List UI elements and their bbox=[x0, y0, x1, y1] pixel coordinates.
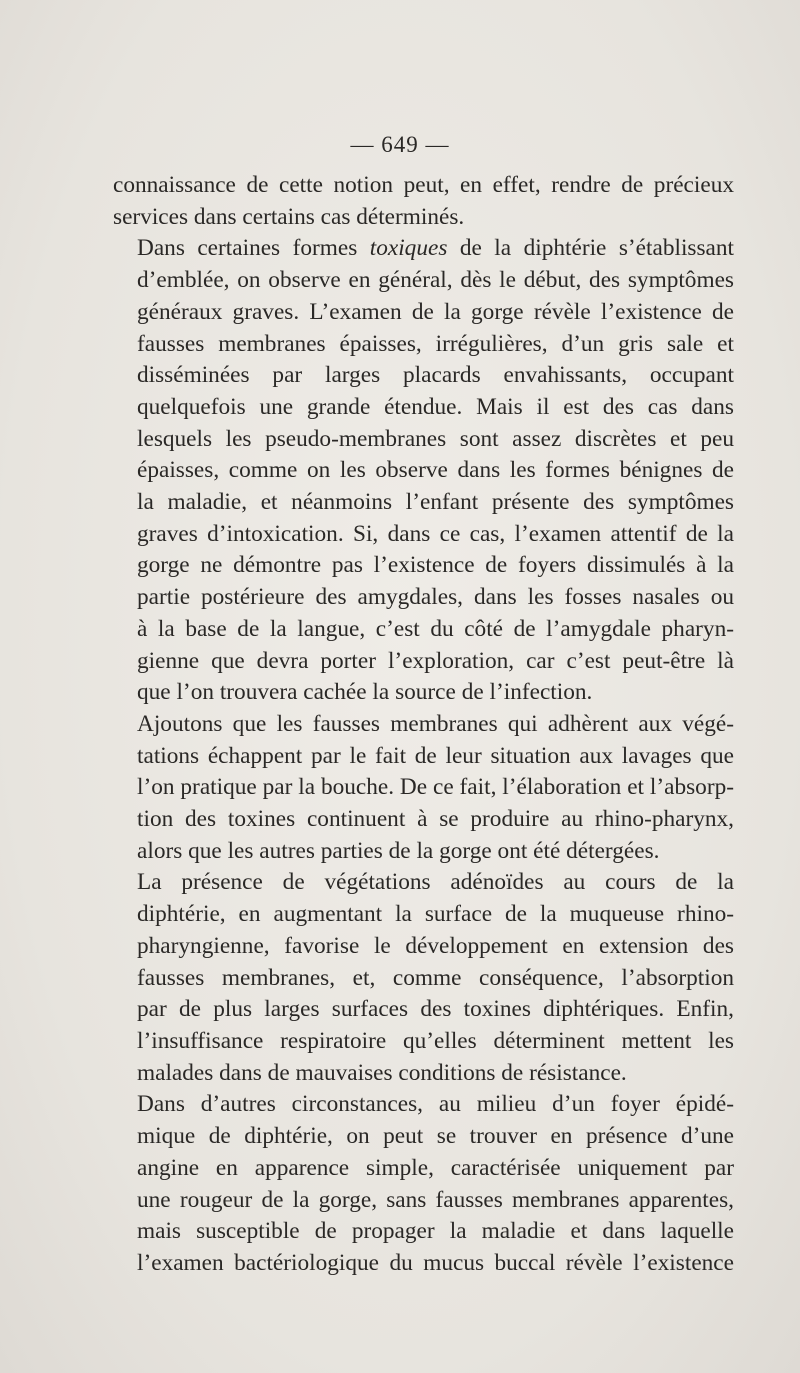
text-line: diphtérie, en augmentant la surface de la muqueuse rhino- bbox=[137, 901, 734, 928]
paragraph bbox=[113, 867, 734, 1089]
text-line: partie postérieure des amygdales, dans les fosses nasales ou bbox=[137, 584, 734, 611]
body-text bbox=[113, 170, 734, 1280]
text-line: Dans d’autres circonstances, au milieu d’un foyer épidé- bbox=[137, 1091, 734, 1118]
text-line: malades dans de mauvaises conditions de résistance. bbox=[137, 1059, 627, 1086]
text-line: mais susceptible de propager la maladie et dans laquelle bbox=[137, 1218, 734, 1245]
text-line: services dans certains cas déterminés. bbox=[113, 203, 465, 230]
text-line: tion des toxines continuent à se produire au rhino-pharynx, bbox=[137, 806, 734, 833]
paragraph bbox=[113, 1089, 734, 1279]
paragraph bbox=[113, 233, 734, 709]
text-line: Dans certaines formes toxiques de la diphtérie s’établissant bbox=[137, 235, 735, 262]
text-line: épaisses, comme on les observe dans les formes bénignes de bbox=[137, 457, 734, 484]
text-line: quelquefois une grande étendue. Mais il est des cas dans bbox=[137, 393, 734, 420]
paragraph bbox=[113, 170, 734, 233]
text-line: mique de diphtérie, on peut se trouver en présence d’une bbox=[137, 1123, 734, 1150]
text-line: alors que les autres parties de la gorge ont été détergées. bbox=[137, 837, 660, 864]
text-line: généraux graves. L’examen de la gorge révèle l’existence de bbox=[137, 298, 734, 325]
text-line: par de plus larges surfaces des toxines diphtériques. Enfin, bbox=[137, 996, 734, 1023]
text-line: graves d’intoxication. Si, dans ce cas, l’examen attentif de la bbox=[137, 520, 734, 547]
text-line: l’on pratique par la bouche. De ce fait, l’élaboration et l’absorp- bbox=[137, 774, 734, 801]
text-line: l’insuffisance respiratoire qu’elles déterminent mettent les bbox=[137, 1027, 734, 1054]
text-line: pharyngienne, favorise le développement en extension des bbox=[137, 932, 734, 959]
text-line: disséminées par larges placards envahissants, occupant bbox=[137, 362, 734, 389]
page-number: — 649 — bbox=[350, 132, 450, 157]
text-line: d’emblée, on observe en général, dès le début, des symptômes bbox=[137, 267, 734, 294]
text-line: une rougeur de la gorge, sans fausses membranes apparentes, bbox=[137, 1186, 734, 1213]
text-line: Ajoutons que les fausses membranes qui adhèrent aux végé- bbox=[137, 710, 734, 737]
text-line: que l’on trouvera cachée la source de l’infection. bbox=[137, 679, 593, 706]
text-line: tations échappent par le fait de leur situation aux lavages que bbox=[137, 742, 734, 769]
text-line: connaissance de cette notion peut, en effet, rendre de précieux bbox=[113, 172, 734, 198]
text-line: gorge ne démontre pas l’existence de foyers dissimulés à la bbox=[137, 552, 734, 579]
text-line: gienne que devra porter l’exploration, car c’est peut-être là bbox=[137, 647, 734, 674]
text-line: La présence de végétations adénoïdes au cours de la bbox=[137, 869, 734, 896]
italic-word: toxiques bbox=[369, 235, 448, 262]
text-line: à la base de la langue, c’est du côté de l’amygdale pharyn- bbox=[137, 615, 734, 642]
text-line: angine en apparence simple, caractérisée uniquement par bbox=[137, 1154, 734, 1181]
text-line: fausses membranes épaisses, irrégulières, d’un gris sale et bbox=[137, 330, 734, 357]
text-line: l’examen bactériologique du mucus buccal révèle l’existence bbox=[137, 1249, 734, 1276]
text-line: lesquels les pseudo-membranes sont assez discrètes et peu bbox=[137, 425, 734, 452]
paragraph bbox=[113, 709, 734, 868]
text-line: la maladie, et néanmoins l’enfant présente des symptômes bbox=[137, 489, 734, 516]
text-line: fausses membranes, et, comme conséquence, l’absorption bbox=[137, 964, 734, 991]
